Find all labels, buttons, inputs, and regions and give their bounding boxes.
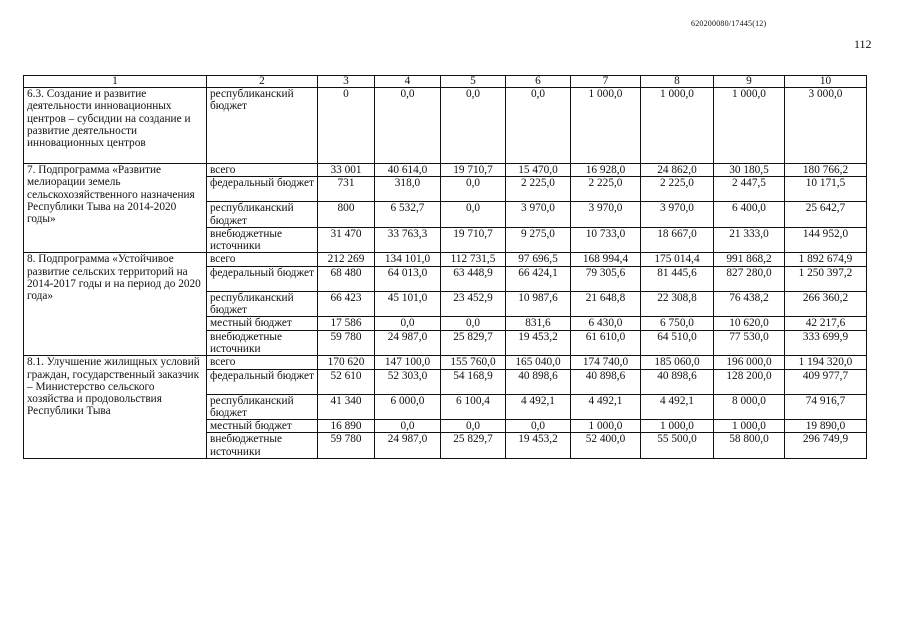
value-cell: 21 333,0 xyxy=(714,227,785,253)
value-cell: 3 970,0 xyxy=(506,202,571,228)
value-cell: 23 452,9 xyxy=(441,291,506,317)
value-cell: 144 952,0 xyxy=(785,227,867,253)
value-cell: 6 430,0 xyxy=(571,317,641,330)
value-cell: 52 610 xyxy=(318,369,375,394)
value-cell: 6 100,4 xyxy=(441,394,506,420)
value-cell: 831,6 xyxy=(506,317,571,330)
value-cell: 40 614,0 xyxy=(375,164,441,177)
value-cell: 33 763,3 xyxy=(375,227,441,253)
value-cell: 54 168,9 xyxy=(441,369,506,394)
value-cell: 0,0 xyxy=(441,317,506,330)
value-cell: 1 250 397,2 xyxy=(785,266,867,291)
value-cell: 59 780 xyxy=(318,330,375,356)
value-cell: 6 400,0 xyxy=(714,202,785,228)
funding-source-cell: внебюджетные источники xyxy=(207,330,318,356)
value-cell: 296 749,9 xyxy=(785,433,867,459)
value-cell: 800 xyxy=(318,202,375,228)
value-cell: 16 890 xyxy=(318,420,375,433)
value-cell: 10 620,0 xyxy=(714,317,785,330)
funding-source-cell: республиканский бюджет xyxy=(207,202,318,228)
value-cell: 74 916,7 xyxy=(785,394,867,420)
value-cell: 2 447,5 xyxy=(714,177,785,202)
value-cell: 155 760,0 xyxy=(441,356,506,369)
value-cell: 24 987,0 xyxy=(375,330,441,356)
value-cell: 212 269 xyxy=(318,253,375,266)
value-cell: 16 928,0 xyxy=(571,164,641,177)
value-cell: 0 xyxy=(318,88,375,164)
value-cell: 58 800,0 xyxy=(714,433,785,459)
funding-source-cell: внебюджетные источники xyxy=(207,227,318,253)
value-cell: 2 225,0 xyxy=(506,177,571,202)
funding-source-cell: федеральный бюджет xyxy=(207,177,318,202)
program-name-cell: 8. Подпрограмма «Устойчивое развитие сельских территорий на 2014-2017 годы и на период до 2020 года» xyxy=(24,253,207,356)
value-cell: 6 000,0 xyxy=(375,394,441,420)
value-cell: 4 492,1 xyxy=(571,394,641,420)
value-cell: 0,0 xyxy=(375,88,441,164)
value-cell: 40 898,6 xyxy=(641,369,714,394)
value-cell: 52 400,0 xyxy=(571,433,641,459)
value-cell: 21 648,8 xyxy=(571,291,641,317)
value-cell: 45 101,0 xyxy=(375,291,441,317)
value-cell: 0,0 xyxy=(441,202,506,228)
value-cell: 17 586 xyxy=(318,317,375,330)
value-cell: 0,0 xyxy=(441,420,506,433)
column-header: 7 xyxy=(571,76,641,88)
budget-table xyxy=(23,75,867,459)
value-cell: 6 750,0 xyxy=(641,317,714,330)
value-cell: 31 470 xyxy=(318,227,375,253)
funding-source-cell: местный бюджет xyxy=(207,317,318,330)
value-cell: 1 000,0 xyxy=(714,88,785,164)
table-row xyxy=(24,253,867,266)
value-cell: 79 305,6 xyxy=(571,266,641,291)
value-cell: 175 014,4 xyxy=(641,253,714,266)
value-cell: 19 453,2 xyxy=(506,433,571,459)
value-cell: 318,0 xyxy=(375,177,441,202)
value-cell: 731 xyxy=(318,177,375,202)
column-header: 3 xyxy=(318,76,375,88)
value-cell: 33 001 xyxy=(318,164,375,177)
value-cell: 66 424,1 xyxy=(506,266,571,291)
value-cell: 3 970,0 xyxy=(571,202,641,228)
program-name-cell: 8.1. Улучшение жилищных условий граждан, государственный заказчик – Министерство сельского хозяйства и продовольствия Республики Тыва xyxy=(24,356,207,459)
column-header: 5 xyxy=(441,76,506,88)
column-header: 8 xyxy=(641,76,714,88)
value-cell: 22 308,8 xyxy=(641,291,714,317)
value-cell: 1 000,0 xyxy=(571,88,641,164)
value-cell: 97 696,5 xyxy=(506,253,571,266)
table-row xyxy=(24,164,867,177)
value-cell: 165 040,0 xyxy=(506,356,571,369)
value-cell: 0,0 xyxy=(506,420,571,433)
value-cell: 170 620 xyxy=(318,356,375,369)
column-header: 6 xyxy=(506,76,571,88)
program-name-cell: 6.3. Создание и развитие деятельности инновационных центров – субсидии на создание и развитие деятельности инновационных центров xyxy=(24,88,207,164)
value-cell: 76 438,2 xyxy=(714,291,785,317)
funding-source-cell: федеральный бюджет xyxy=(207,266,318,291)
value-cell: 64 013,0 xyxy=(375,266,441,291)
column-header: 9 xyxy=(714,76,785,88)
value-cell: 40 898,6 xyxy=(571,369,641,394)
value-cell: 1 892 674,9 xyxy=(785,253,867,266)
value-cell: 1 000,0 xyxy=(571,420,641,433)
value-cell: 68 480 xyxy=(318,266,375,291)
value-cell: 25 829,7 xyxy=(441,433,506,459)
value-cell: 9 275,0 xyxy=(506,227,571,253)
value-cell: 3 970,0 xyxy=(641,202,714,228)
value-cell: 19 890,0 xyxy=(785,420,867,433)
funding-source-cell: республиканский бюджет xyxy=(207,394,318,420)
column-header: 10 xyxy=(785,76,867,88)
value-cell: 409 977,7 xyxy=(785,369,867,394)
value-cell: 0,0 xyxy=(375,317,441,330)
value-cell: 30 180,5 xyxy=(714,164,785,177)
value-cell: 25 642,7 xyxy=(785,202,867,228)
value-cell: 42 217,6 xyxy=(785,317,867,330)
value-cell: 55 500,0 xyxy=(641,433,714,459)
value-cell: 52 303,0 xyxy=(375,369,441,394)
value-cell: 10 733,0 xyxy=(571,227,641,253)
value-cell: 63 448,9 xyxy=(441,266,506,291)
funding-source-cell: федеральный бюджет xyxy=(207,369,318,394)
value-cell: 196 000,0 xyxy=(714,356,785,369)
value-cell: 4 492,1 xyxy=(641,394,714,420)
table-row xyxy=(24,88,867,164)
value-cell: 40 898,6 xyxy=(506,369,571,394)
value-cell: 147 100,0 xyxy=(375,356,441,369)
value-cell: 18 667,0 xyxy=(641,227,714,253)
funding-source-cell: всего xyxy=(207,356,318,369)
value-cell: 2 225,0 xyxy=(571,177,641,202)
value-cell: 77 530,0 xyxy=(714,330,785,356)
value-cell: 19 710,7 xyxy=(441,164,506,177)
value-cell: 134 101,0 xyxy=(375,253,441,266)
value-cell: 10 987,6 xyxy=(506,291,571,317)
value-cell: 991 868,2 xyxy=(714,253,785,266)
funding-source-cell: местный бюджет xyxy=(207,420,318,433)
page-number: 112 xyxy=(854,37,872,51)
value-cell: 1 194 320,0 xyxy=(785,356,867,369)
value-cell: 81 445,6 xyxy=(641,266,714,291)
value-cell: 0,0 xyxy=(441,88,506,164)
value-cell: 3 000,0 xyxy=(785,88,867,164)
value-cell: 0,0 xyxy=(375,420,441,433)
document-code: 620200080/17445(12) xyxy=(691,19,767,28)
column-header: 1 xyxy=(24,76,207,88)
funding-source-cell: всего xyxy=(207,164,318,177)
value-cell: 2 225,0 xyxy=(641,177,714,202)
funding-source-cell: внебюджетные источники xyxy=(207,433,318,459)
value-cell: 1 000,0 xyxy=(641,420,714,433)
column-header: 2 xyxy=(207,76,318,88)
program-name-cell: 7. Подпрограмма «Развитие мелиорации земель сельскохозяйственного назначения Республики Тыва на 2014-2020 годы» xyxy=(24,164,207,253)
value-cell: 59 780 xyxy=(318,433,375,459)
value-cell: 128 200,0 xyxy=(714,369,785,394)
value-cell: 112 731,5 xyxy=(441,253,506,266)
value-cell: 24 987,0 xyxy=(375,433,441,459)
value-cell: 24 862,0 xyxy=(641,164,714,177)
value-cell: 827 280,0 xyxy=(714,266,785,291)
value-cell: 15 470,0 xyxy=(506,164,571,177)
value-cell: 25 829,7 xyxy=(441,330,506,356)
value-cell: 10 171,5 xyxy=(785,177,867,202)
value-cell: 1 000,0 xyxy=(641,88,714,164)
value-cell: 0,0 xyxy=(441,177,506,202)
funding-source-cell: республиканский бюджет xyxy=(207,291,318,317)
value-cell: 168 994,4 xyxy=(571,253,641,266)
value-cell: 8 000,0 xyxy=(714,394,785,420)
value-cell: 185 060,0 xyxy=(641,356,714,369)
value-cell: 61 610,0 xyxy=(571,330,641,356)
value-cell: 174 740,0 xyxy=(571,356,641,369)
value-cell: 4 492,1 xyxy=(506,394,571,420)
column-header: 4 xyxy=(375,76,441,88)
value-cell: 19 453,2 xyxy=(506,330,571,356)
value-cell: 180 766,2 xyxy=(785,164,867,177)
value-cell: 6 532,7 xyxy=(375,202,441,228)
value-cell: 1 000,0 xyxy=(714,420,785,433)
value-cell: 64 510,0 xyxy=(641,330,714,356)
value-cell: 19 710,7 xyxy=(441,227,506,253)
funding-source-cell: всего xyxy=(207,253,318,266)
value-cell: 66 423 xyxy=(318,291,375,317)
value-cell: 0,0 xyxy=(506,88,571,164)
funding-source-cell: республиканский бюджет xyxy=(207,88,318,164)
value-cell: 266 360,2 xyxy=(785,291,867,317)
value-cell: 333 699,9 xyxy=(785,330,867,356)
table-row xyxy=(24,356,867,369)
table-body xyxy=(24,88,867,459)
value-cell: 41 340 xyxy=(318,394,375,420)
column-number-row xyxy=(24,76,867,88)
